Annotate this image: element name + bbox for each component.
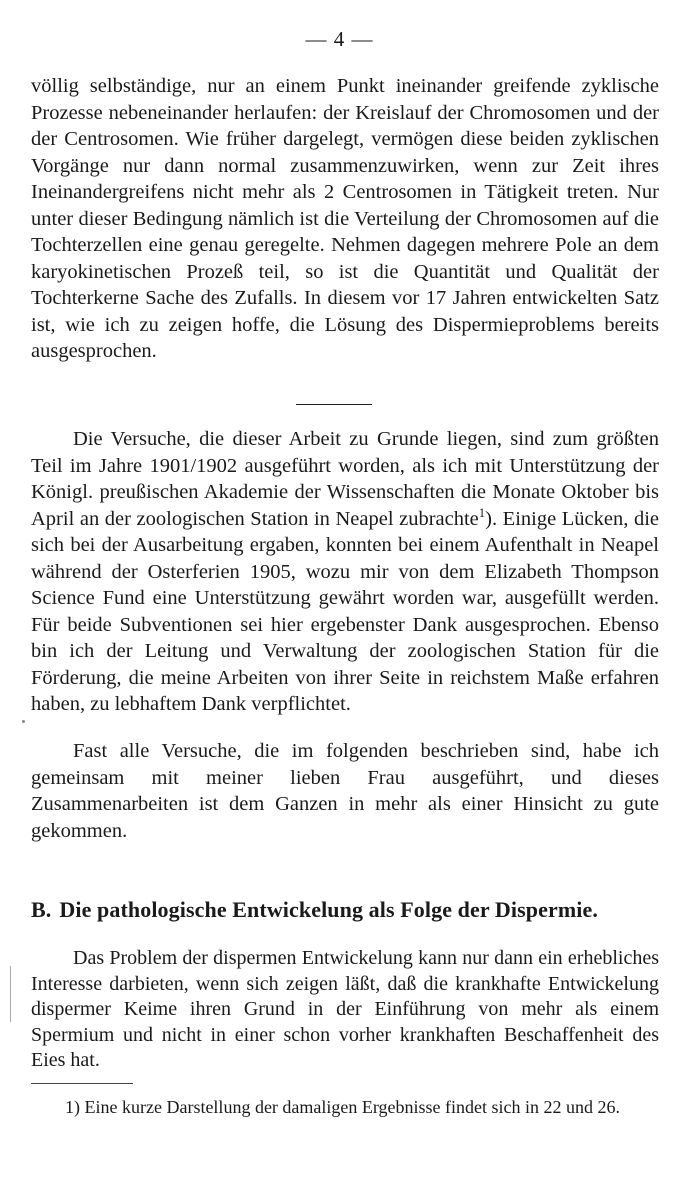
paragraph-acknowledgements-text-b: ). Einige Lücken, die sich bei der Ausarbeitung ergaben, konnten bei einem Aufenthalt in Neapel während der Osterferien 1905, wozu mir von dem Elizabeth Thompson Science Fund eine Unterstützung gewährt worden war, ausgefüllt werden. Für beide Subventionen sei hier ergebenster Dank ausgesprochen. Ebenso bin ich der Leitung und Verwaltung der zoologischen Station für die Förderung, die meine Arbeiten von ihrer Seite in reichstem Maße erfahren haben, zu lebhaftem Dank verpflichtet. [31,507,659,715]
page-number: — 4 — [305,27,374,51]
margin-mark-line [10,966,11,1022]
footnote-rule [31,1083,133,1084]
margin-mark [22,720,25,723]
footnote-text: Eine kurze Darstellung der damaligen Ergebnisse findet sich in 22 und 26. [84,1097,621,1117]
footnote-marker: 1) [65,1097,80,1117]
footnote [31,1096,659,1119]
section-letter: B. [31,897,52,922]
section-heading [31,896,671,924]
paragraph-dispermic-problem: Das Problem der dispermen Entwickelung kann nur dann ein erhebliches Interesse darbieten, wenn sich zeigen läßt, daß die krankhafte Entwickelung dispermer Keime ihren Grund in der Einführung von mehr als einem Spermium und nicht in einer schon vorher krankhaften Beschaffenheit des Eies hat. [31,947,659,1071]
paragraph-acknowledgements-text-a: Die Versuche, die dieser Arbeit zu Grunde liegen, sind zum größten Teil im Jahre 1901/1902 ausgeführt worden, als ich mit Unterstützung der Königl. preußischen Akademie der Wissenschaften die Monate Oktober bis April an der zoologischen Station in Neapel zubrachte [31,428,659,530]
footnote-reference: 1 [478,505,486,520]
paragraph-chromosome-cycles: völlig selbständige, nur an einem Punkt ineinander greifende zyklische Prozesse nebeneinander herlaufen: der Kreislauf der Chromosomen und der der Centrosomen. Wie früher dargelegt, vermögen diese beiden zyklischen Vorgänge nur dann normal zusammenzuwirken, wenn zur Zeit ihres Ineinandergreifens nicht mehr als 2 Centrosomen in Tätigkeit treten. Nur unter dieser Bedingung nämlich ist die Verteilung der Chromosomen auf die Tochterzellen eine genau geregelte. Nehmen dagegen mehrere Pole an dem karyokinetischen Prozeß teil, so ist die Quantität und Qualität der Tochterkerne Sache des Zufalls. In diesem vor 17 Jahren entwickelten Satz ist, wie ich zu zeigen hoffe, die Lösung des Dispermieproblems bereits ausgesprochen. [31,75,659,362]
section-divider [296,404,372,405]
section-title: Die pathologische Entwickelung als Folge der Dispermie. [59,897,598,922]
paragraph-collaboration: Fast alle Versuche, die im folgenden beschrieben sind, habe ich gemeinsam mit meiner lieben Frau ausgeführt, und dieses Zusammenarbeiten ist dem Ganzen in mehr als einer Hinsicht zu gute gekommen. [31,740,659,842]
paragraph-acknowledgements [31,426,659,718]
